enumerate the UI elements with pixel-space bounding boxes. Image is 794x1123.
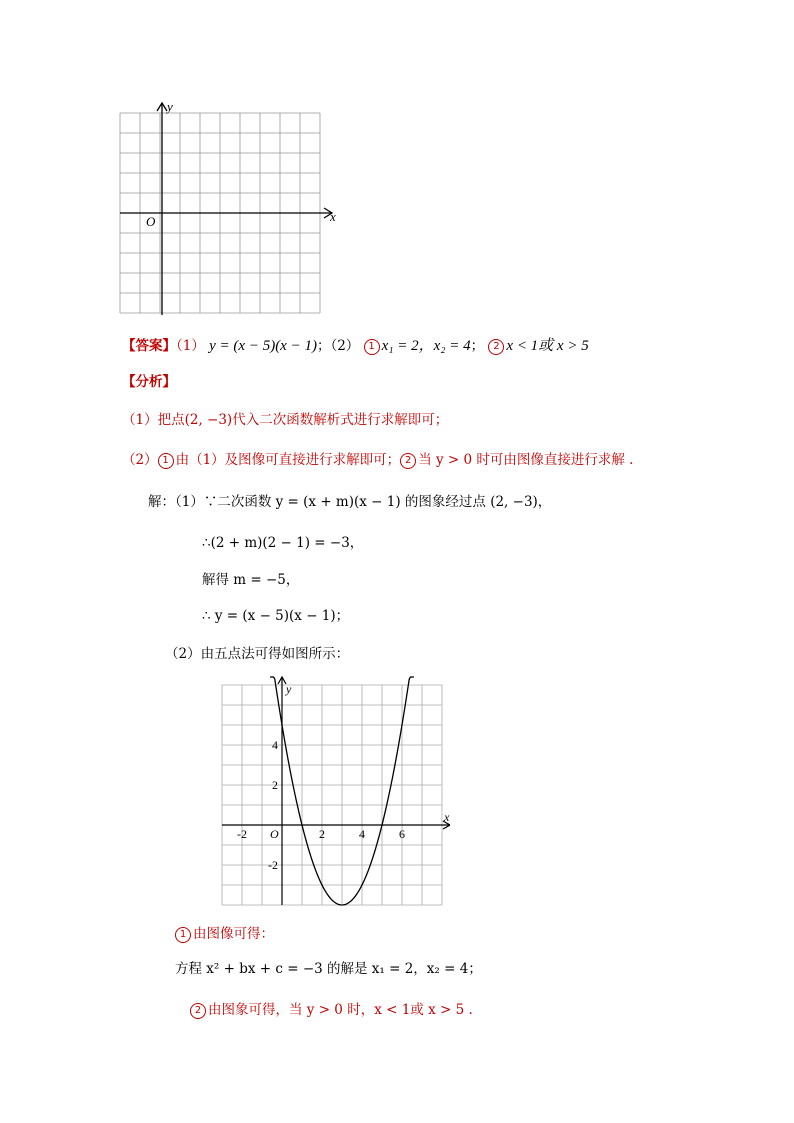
chart-x-tick-label: 6 (399, 827, 405, 841)
answer-label: 【答案】 (122, 338, 176, 354)
analysis-label: 【分析】 (122, 374, 176, 390)
chart-origin-label: O (270, 827, 279, 841)
conclusion-line-2-text: 方程 x² + bx + c = −3 的解是 x₁ = 2，x₂ = 4； (175, 961, 482, 977)
chart-y-axis-label: y (286, 682, 292, 696)
answer-roots: x₁ = 2，x₂ = 4 (381, 338, 471, 354)
chart-y-tick-label: -2 (268, 858, 278, 872)
conclusion-line-2 (175, 960, 482, 978)
chart-x-tick-label: -2 (237, 827, 247, 841)
chart-y-tick-label: 2 (272, 778, 278, 792)
answer-line (122, 337, 589, 355)
solution-line-1: 解：（1）∵二次函数 y = (x + m)(x − 1) 的图象经过点 (2, −3)， (148, 494, 552, 510)
analysis-circle-2: 2 (400, 453, 416, 469)
chart-x-tick-label: 2 (319, 827, 325, 841)
analysis-line-2-end: 当 y > 0 时可由图像直接进行求解 . (418, 452, 634, 468)
answer-circle-1: 1 (364, 339, 380, 355)
analysis-circle-1: 1 (158, 453, 174, 469)
answer-inequality: x < 1或 x > 5 (506, 338, 589, 354)
conclusion-circle-2: 2 (190, 1003, 206, 1019)
solution-line-5: （2）由五点法可得如图所示： (165, 646, 350, 662)
answer-sep2: ； (470, 338, 485, 354)
solution-line-3: 解得 m = −5， (202, 572, 300, 588)
conclusion-line-3 (190, 1001, 473, 1019)
blank-coordinate-grid (110, 95, 350, 320)
chart-x-tick-label: 4 (359, 827, 365, 841)
grid1-x-label: x (330, 209, 336, 224)
grid1-y-label: y (167, 99, 173, 114)
grid1-origin-label: O (146, 214, 156, 229)
analysis-line-2-mid: 由（1）及图像可直接进行求解即可； (175, 452, 401, 468)
analysis-line-1: （1）把点(2, −3)代入二次函数解析式进行求解即可； (122, 412, 449, 428)
analysis-line-2-prefix: （2） (122, 452, 158, 468)
answer-sep1: ；（2） (316, 338, 360, 354)
answer-circle-2: 2 (488, 339, 504, 355)
analysis-line-2 (122, 451, 633, 469)
conclusion-circle-1: 1 (175, 927, 191, 943)
solution-line-4: ∴ y = (x − 5)(x − 1)； (202, 608, 350, 624)
parabola-chart (215, 675, 450, 910)
solution-line-2: ∴(2 + m)(2 − 1) = −3， (202, 535, 364, 551)
answer-eq1: y = (x − 5)(x − 1) (209, 338, 317, 354)
conclusion-line-1-text: 由图像可得： (193, 926, 274, 942)
conclusion-line-1 (175, 925, 274, 943)
conclusion-line-3-text: 由图象可得，当 y > 0 时，x < 1或 x > 5 . (208, 1002, 473, 1018)
chart-x-axis-label: x (444, 810, 450, 824)
chart-y-tick-label: 4 (272, 738, 278, 752)
answer-part1: （1） (176, 338, 205, 354)
